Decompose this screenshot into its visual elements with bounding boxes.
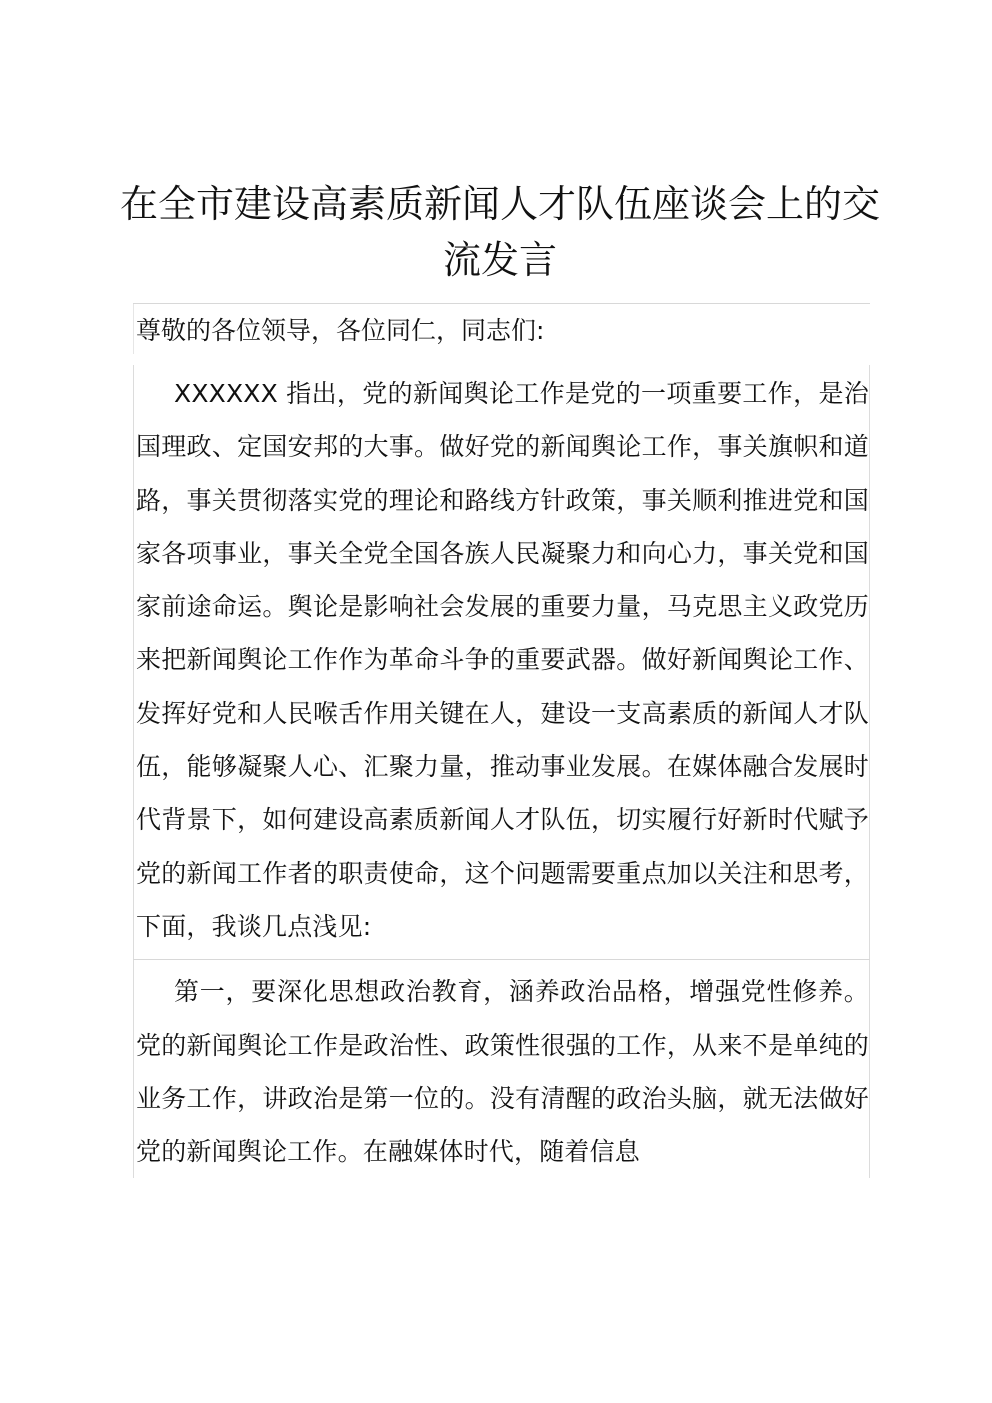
paragraph-block [133, 365, 870, 959]
paragraph-point-one: 第一，要深化思想政治教育，涵养政治品格，增强党性修养。党的新闻舆论工作是政治性、政策性很强的工作，从来不是单纯的业务工作，讲政治是第一位的。没有清醒的政治头脑，就无法做好党的新闻舆论工作。在融媒体时代，随着信息 [136, 977, 869, 1167]
title-line-2: 流发言 [442, 238, 557, 282]
paragraph-intro: XXXXXX 指出，党的新闻舆论工作是党的一项重要工作，是治国理政、定国安邦的大事。做好党的新闻舆论工作，事关旗帜和道路，事关贯彻落实党的理论和路线方针政策，事关顺利推进党和国家各项事业，事关全党全国各族人民凝聚力和向心力，事关党和国家前途命运。舆论是影响社会发展的重要力量，马克思主义政党历来把新闻舆论工作作为革命斗争的重要武器。做好新闻舆论工作、发挥好党和人民喉舌作用关键在人，建设一支高素质的新闻人才队伍，能够凝聚人心、汇聚力量，推动事业发展。在媒体融合发展时代背景下，如何建设高素质新闻人才队伍，切实履行好新时代赋予党的新闻工作者的职责使命，这个问题需要重点加以关注和思考，下面，我谈几点浅见: [136, 379, 869, 941]
document-title [120, 176, 880, 288]
salutation: 尊敬的各位领导，各位同仁，同志们: [133, 304, 870, 354]
document-body [133, 303, 870, 1178]
title-line-1: 在全市建设高素质新闻人才队伍座谈会上的交 [120, 182, 881, 226]
paragraph-block [133, 960, 870, 1178]
